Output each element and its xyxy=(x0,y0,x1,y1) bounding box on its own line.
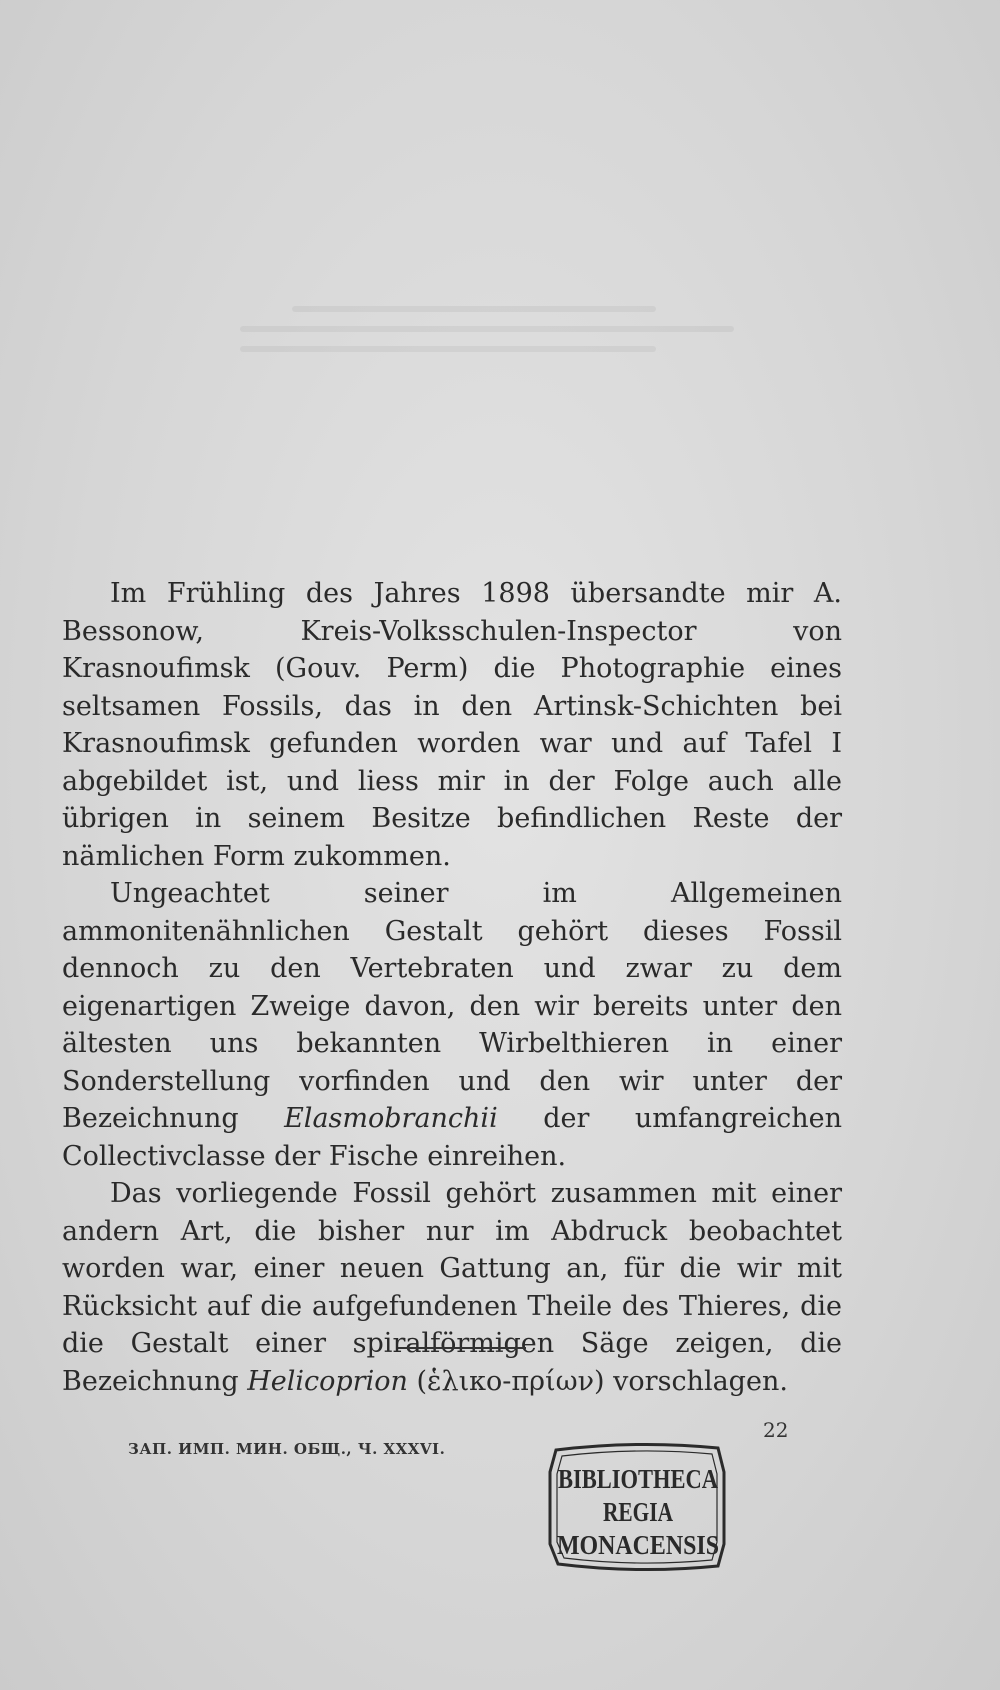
paragraph-2-text-before: Ungeachtet seiner im Allgemeinen ammonitenähnlichen Gestalt gehört dieses Fossil dennoch zu den Vertebraten und zwar zu dem eigenartigen Zweige davon, den wir bereits unter den ältesten uns bekannten Wirbelthieren in einer Sonderstellung vorfinden und den wir unter der Bezeichnung xyxy=(62,878,842,1134)
body-text xyxy=(62,575,842,1400)
section-divider xyxy=(398,1347,526,1349)
paragraph-3-text-before: Das vorliegende Fossil gehört zusammen mit einer andern Art, die bisher nur im Abdruck beobachtet worden war, einer neuen Gattung an, für die wir mit Rücksicht auf die aufgefundenen Theile des Thieres, die die Gestalt einer spiralförmigen Säge zeigen, die Bezeichnung xyxy=(62,1178,842,1397)
paragraph-2-text-after: der umfangreichen Collectivclasse der Fische einreihen. xyxy=(62,1103,842,1172)
paragraph-2 xyxy=(62,875,842,1175)
stamp-line-2: REGIA xyxy=(603,1497,674,1527)
paragraph-1: Im Frühling des Jahres 1898 übersandte mir A. Bessonow, Kreis-Volksschulen-Inspector von Krasnoufimsk (Gouv. Perm) die Photographie eines seltsamen Fossils, das in den Artinsk-Schichten bei Krasnoufimsk gefunden worden war und auf Tafel I abgebildet ist, und liess mir in der Folge auch alle übrigen in seinem Besitze befindlichen Reste der nämlichen Form zukommen. xyxy=(62,578,842,872)
paragraph-3-italic-term: Helicoprion xyxy=(247,1365,408,1397)
paragraph-3-text-after: (ἑλικο-πρίων) vorschlagen. xyxy=(407,1365,788,1397)
paragraph-2-italic-term: Elasmobranchii xyxy=(284,1103,498,1134)
bleed-through-shadow xyxy=(240,292,760,412)
journal-reference: ЗАП. ИМП. МИН. ОБЩ., Ч. XXXVI. xyxy=(128,1440,446,1458)
stamp-line-3: MONACENSIS xyxy=(557,1530,719,1560)
page-number: 22 xyxy=(763,1418,789,1442)
stamp-line-1: BIBLIOTHECA xyxy=(558,1464,719,1494)
paragraph-3 xyxy=(62,1175,842,1400)
library-stamp xyxy=(538,1432,738,1582)
